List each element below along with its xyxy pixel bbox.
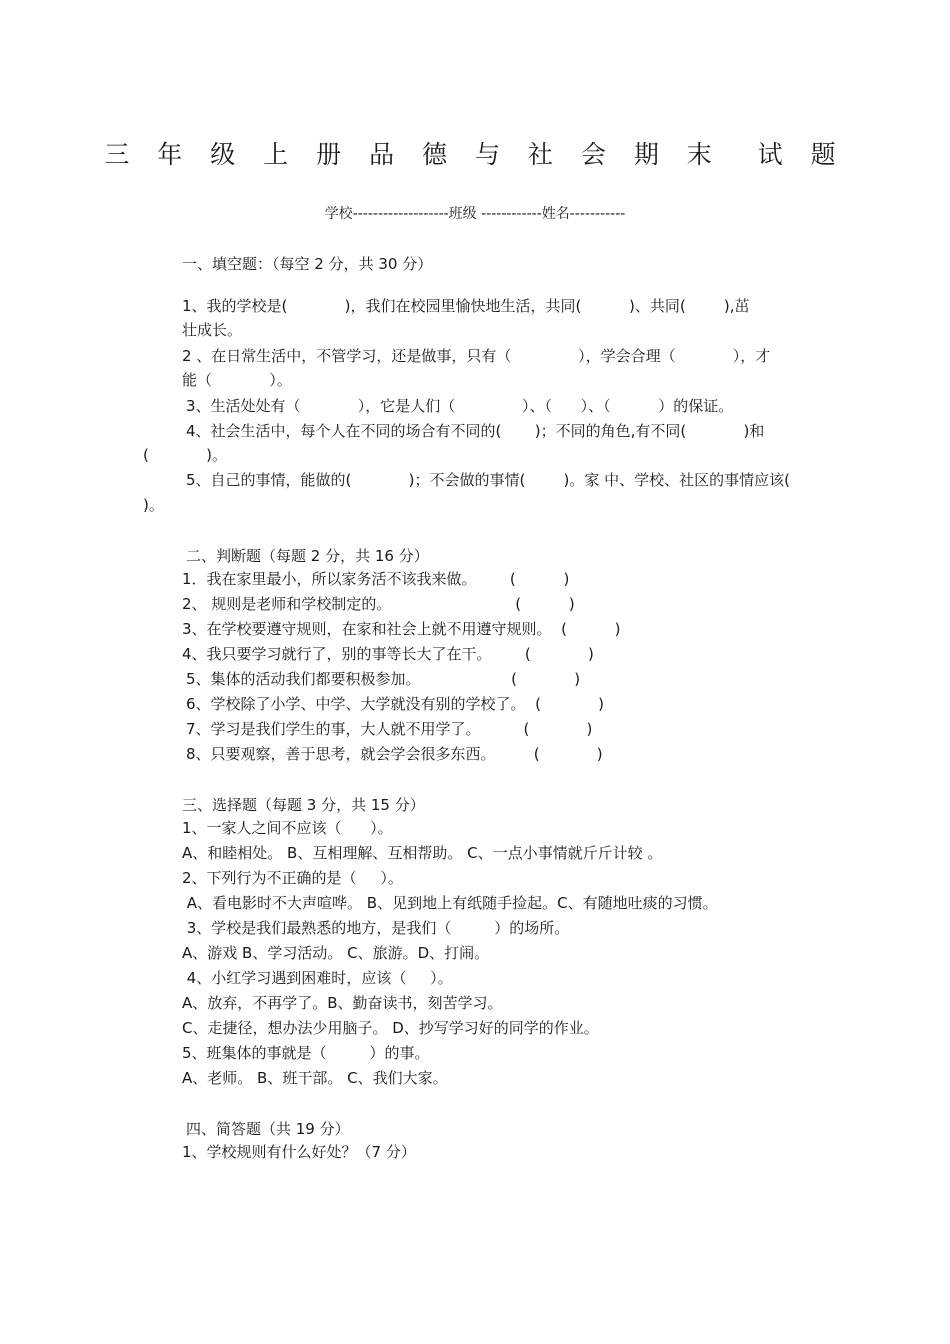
choice-line: 3、学校是我们最熟悉的地方，是我们（ ）的场所。 — [182, 919, 570, 937]
choice-line: C、走捷径，想办法少用脑子。 D、抄写学习好的同学的作业。 — [182, 1019, 599, 1037]
fill-line: 4、社会生活中，每个人在不同的场合有不同的( )；不同的角色,有不同( )和 — [186, 422, 765, 440]
fill-line: 2 、在日常生活中，不管学习，还是做事，只有（ ），学会合理（ ），才 — [182, 347, 771, 365]
judge-item: 4、我只要学习就行了，别的事等长大了在干。 ( ) — [182, 645, 594, 663]
choice-line: 5、班集体的事就是（ ）的事。 — [182, 1044, 430, 1062]
fill-line: )。 — [143, 496, 164, 514]
fill-line: 壮成长。 — [182, 321, 243, 339]
choice-line: A、看电影时不大声喧哗。 B、见到地上有纸随手捡起。C、有随地吐痰的习惯。 — [182, 894, 718, 912]
judge-item: 8、只要观察，善于思考，就会学会很多东西。 ( ) — [186, 745, 603, 763]
section-4-heading: 四、简答题（共 19 分） — [186, 1120, 350, 1138]
page-title: 三 年 级 上 册 品 德 与 社 会 期 末 试 题 — [104, 140, 846, 169]
judge-item: 6、学校除了小学、中学、大学就没有别的学校了。 ( ) — [186, 695, 605, 713]
judge-item: 2、 规则是老师和学校制定的。 ( ) — [182, 595, 575, 613]
choice-line: A、和睦相处。 B、互相理解、互相帮助。 C、一点小事情就斤斤计较 。 — [182, 844, 663, 862]
choice-line: 1、一家人之间不应该（ ）。 — [182, 819, 393, 837]
fill-line: 1、我的学校是( )，我们在校园里愉快地生活，共同( )、共同( ),茁 — [182, 297, 750, 315]
judge-item: 3、在学校要遵守规则，在家和社会上就不用遵守规则。 ( ) — [182, 620, 621, 638]
choice-line: 2、下列行为不正确的是（ ）。 — [182, 869, 403, 887]
choice-line: A、老师。 B、班干部。 C、我们大家。 — [182, 1069, 448, 1087]
judge-item: 5、集体的活动我们都要积极参加。 ( ) — [186, 670, 581, 688]
choice-line: A、游戏 B、学习活动。 C、旅游。D、打闹。 — [182, 944, 490, 962]
section-1-heading: 一、填空题：（每空 2 分，共 30 分） — [182, 255, 433, 273]
choice-line: A、放弃，不再学了。B、勤奋读书，刻苦学习。 — [182, 994, 503, 1012]
fill-line: 5、自己的事情，能做的( )；不会做的事情( )。家 中、学校、社区的事情应该( — [186, 471, 790, 489]
fill-line: ( )。 — [143, 446, 227, 464]
judge-item: 7、学习是我们学生的事，大人就不用学了。 ( ) — [186, 720, 593, 738]
section-3-heading: 三、选择题（每题 3 分，共 15 分） — [182, 796, 425, 814]
student-info-line: 学校-------------------班级 ------------姓名----------- — [324, 206, 626, 222]
fill-line: 3、生活处处有（ ），它是人们（ ）、（ ）、（ ）的保证。 — [186, 397, 734, 415]
choice-line: 4、小红学习遇到困难时，应该（ ）。 — [182, 969, 453, 987]
section-2-heading: 二、判断题（每题 2 分，共 16 分） — [186, 547, 429, 565]
short-answer-line: 1、学校规则有什么好处？（7 分） — [182, 1143, 416, 1161]
fill-line: 能（ ）。 — [182, 371, 292, 389]
judge-item: 1．我在家里最小，所以家务活不该我来做。 ( ) — [182, 570, 570, 588]
